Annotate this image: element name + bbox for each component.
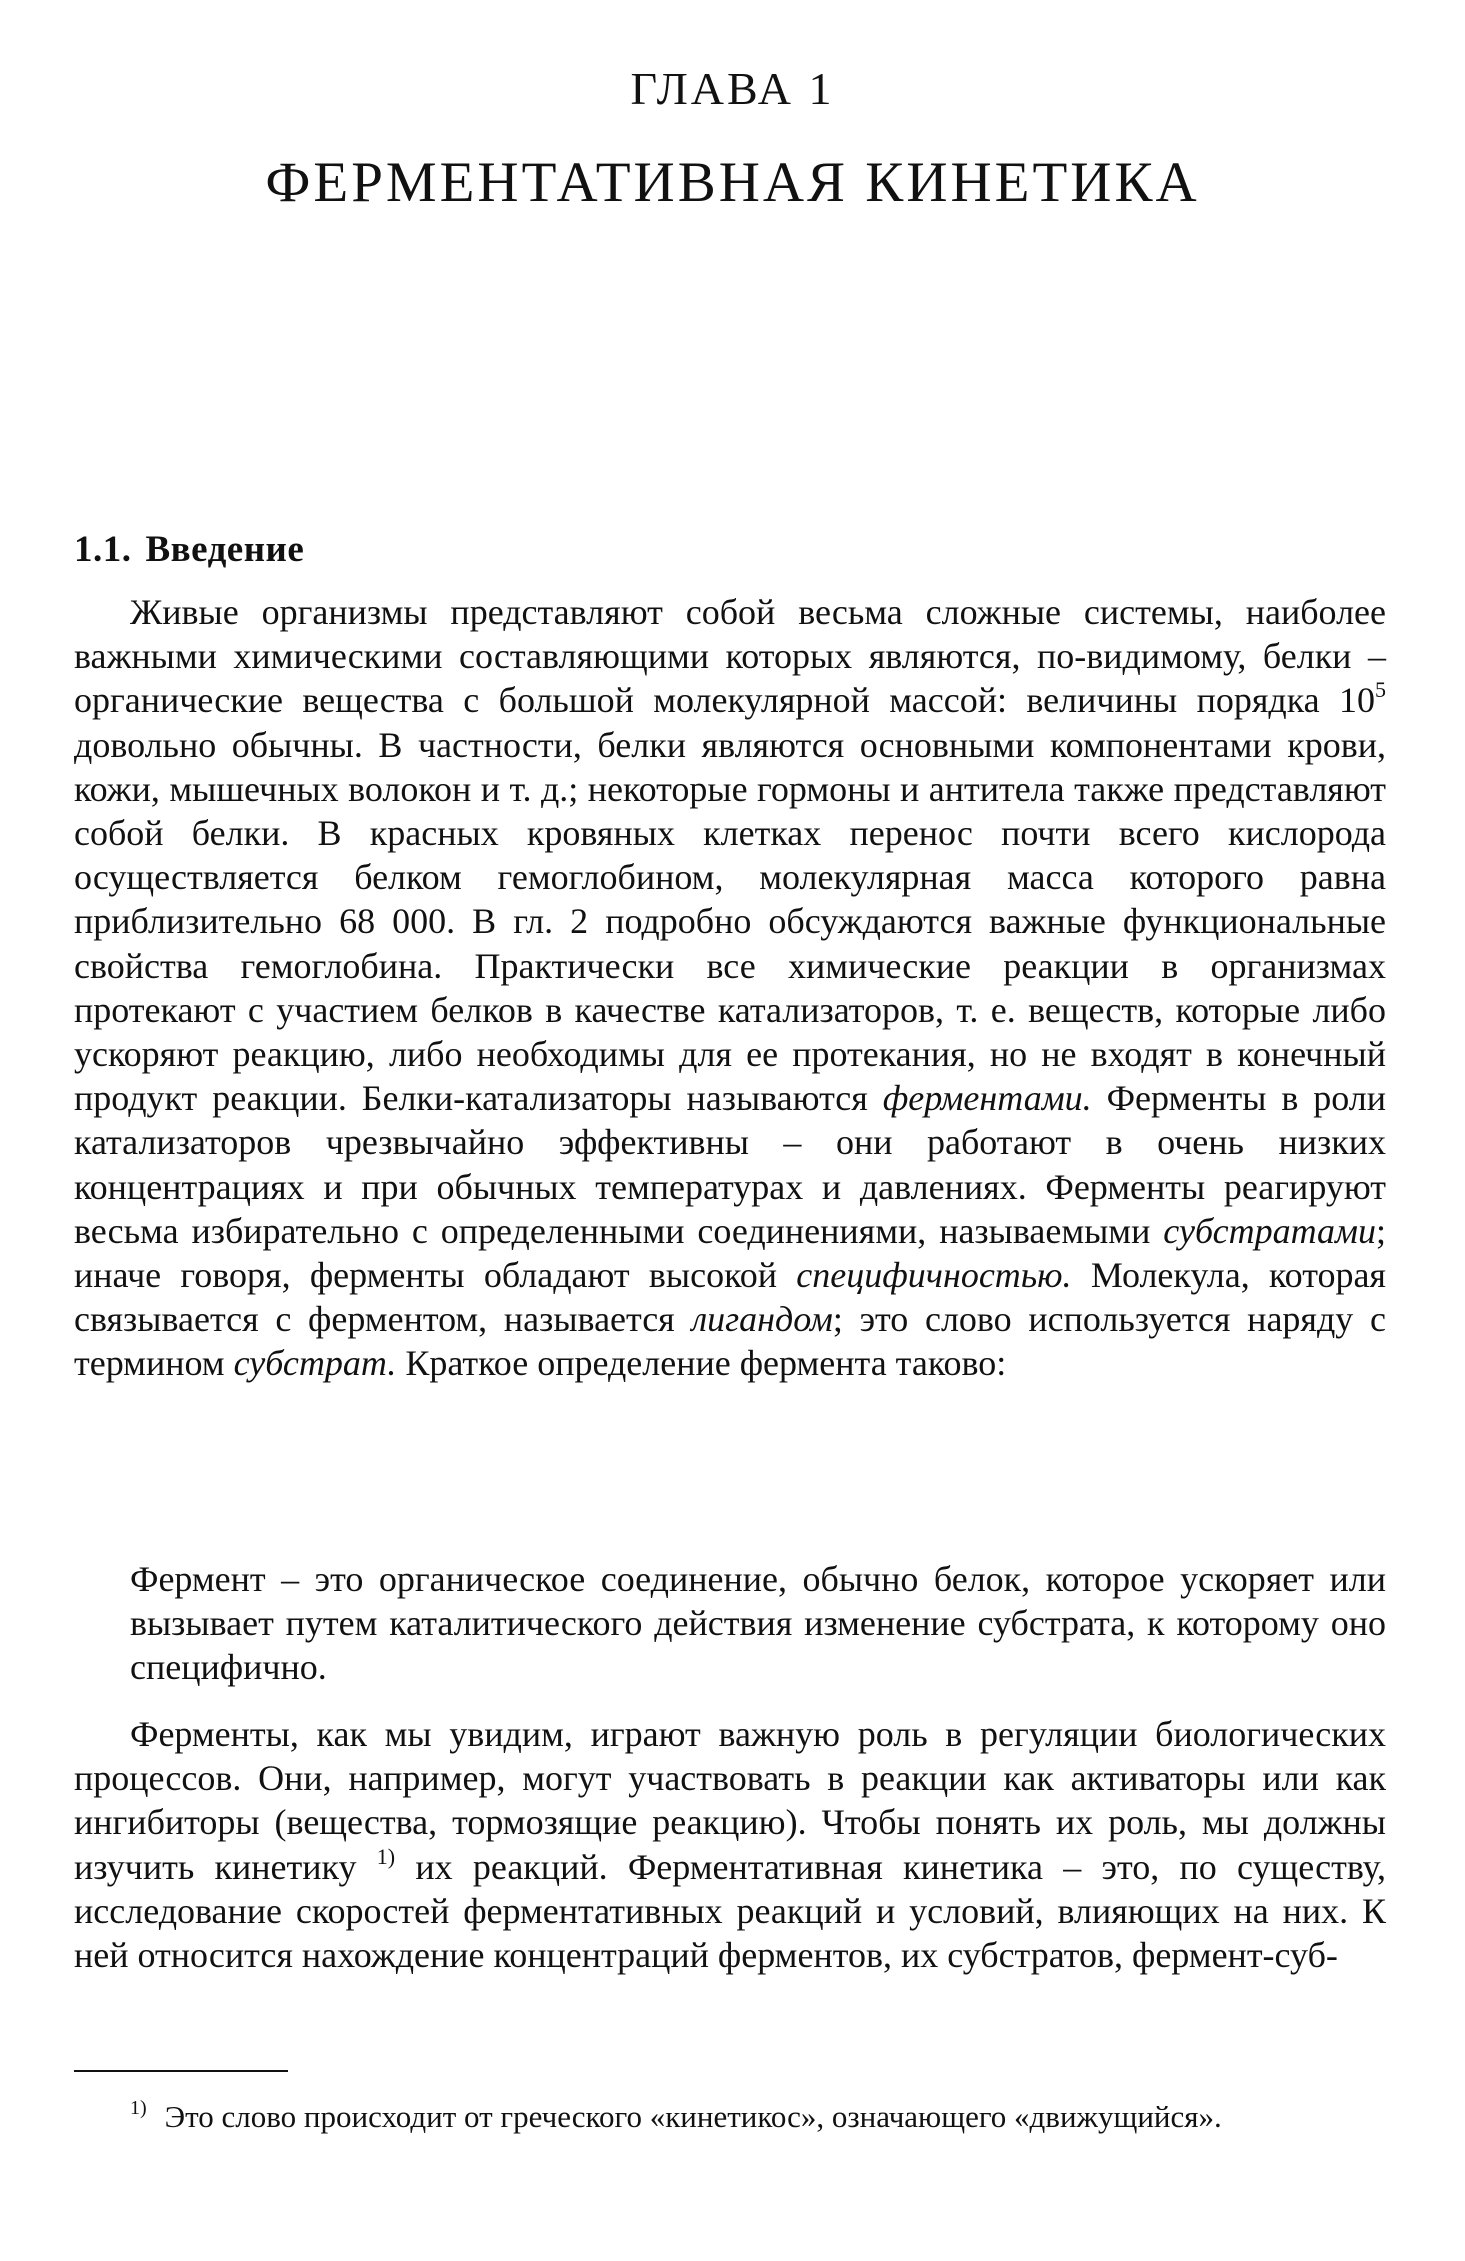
text-run: Ферменты, как мы увидим, играют важную роль в регуляции биологических процессов. Они, например, могут участвовать в реакции как активаторы или как ингибиторы (вещества, тормозящие реакцию). Чтобы понять их роль, мы должны изучить кинетику xyxy=(74,1714,1386,1887)
section-number: 1.1. xyxy=(74,529,132,570)
term-substraty: субстратами xyxy=(1163,1210,1376,1251)
footnote-text: Это слово происходит от греческого «кинетикос», означающего «движущийся». xyxy=(164,2099,1222,2134)
paragraph-regulation xyxy=(74,1712,1386,1977)
chapter-label: ГЛАВА 1 xyxy=(630,63,835,114)
text-run: Молекула, которая связывается с ферментом, называется xyxy=(74,1255,1386,1340)
text-run: ; иначе говоря, ферменты обладают высокой xyxy=(74,1210,1386,1296)
chapter-title: ФЕРМЕНТАТИВНАЯ КИНЕТИКА xyxy=(265,151,1200,214)
section-heading xyxy=(74,528,304,571)
term-substrat: субстрат. xyxy=(233,1343,397,1384)
paragraph-intro xyxy=(74,590,1386,1386)
section-title: Введение xyxy=(145,529,305,570)
text-run: Ферменты в роли катализаторов чрезвычайно эффективны – они работают в очень низких концентрациях и при обычных температурах и давлениях. Ферменты реагируют весьма избирательно с определенными соединениями, называемыми xyxy=(74,1078,1386,1251)
text-run: довольно обычны. В частности, белки являются основными компонентами крови, кожи, мышечных волокон и т. д.; некоторые гормоны и антитела также представляют собой белки. В красных кровяных клетках перенос почти всего кислорода осуществляется белком гемоглобином, молекулярная масса которого равна приблизительно 68 000. В гл. 2 подробно обсуждаются важные функциональные свойства гемоглобина. Практически все химические реакции в организмах протекают с участием белков в качестве катализаторов, т. е. веществ, которые либо ускоряют реакцию, либо необходимы для ее протекания, но не входят в конечный продукт реакции. Белки-катализаторы называются xyxy=(74,724,1386,1119)
footnote-divider xyxy=(74,2070,288,2072)
term-fermenty: ферментами. xyxy=(882,1078,1092,1119)
text-run: Живые организмы представляют собой весьма сложные системы, наиболее важными химическими составляющими которых являются, по-видимому, белки – органические вещества с большой молекулярной массой: величины порядка 10 xyxy=(74,592,1386,721)
term-specifichnost: специфичностью. xyxy=(796,1255,1072,1296)
footnote-reference: 1) xyxy=(376,1843,396,1869)
footnote-mark: 1) xyxy=(130,2097,147,2119)
text-run: ; это слово используется наряду с термином xyxy=(74,1299,1386,1384)
text-run: их реакций. Ферментативная кинетика – это, по существу, исследование скоростей ферментативных реакций и условий, влияющих на них. К ней относится нахождение концентраций ферментов, их субстратов, фермент-суб- xyxy=(74,1846,1386,1976)
footnote xyxy=(74,2097,1386,2137)
exponent: 5 xyxy=(1375,677,1386,703)
term-ligand: лигандом xyxy=(691,1299,833,1340)
enzyme-definition: Фермент – это органическое соединение, обычно белок, которое ускоряет или вызывает путем каталитического действия изменение субстрата, к которому оно специфично. xyxy=(130,1559,1386,1687)
text-run: Краткое определение фермента таково: xyxy=(396,1343,1007,1384)
